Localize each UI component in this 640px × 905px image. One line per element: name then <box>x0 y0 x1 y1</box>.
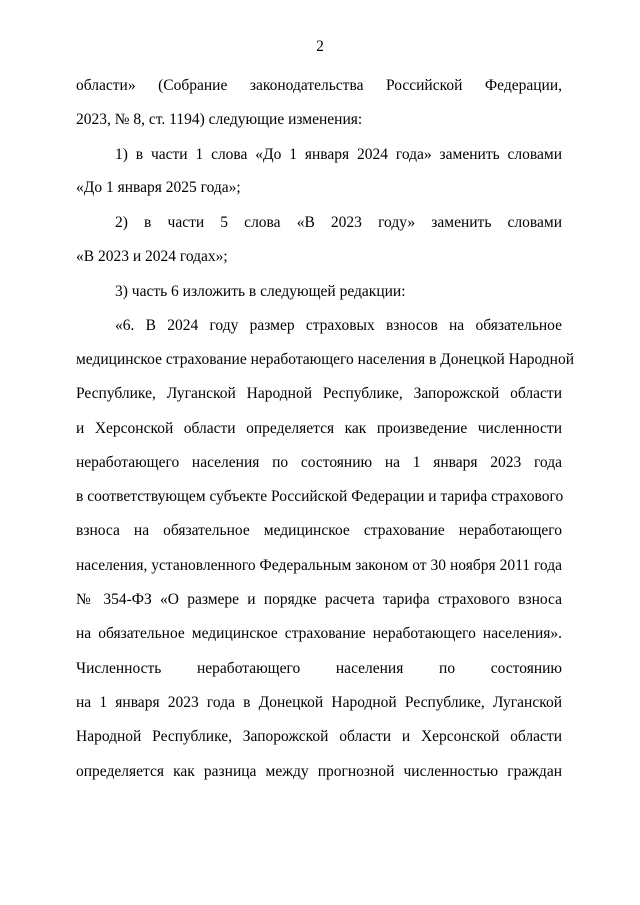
text-line: Численность неработающего населения по состоянию <box>76 660 562 677</box>
text-line: Республике, Луганской Народной Республике, Запорожской области <box>76 385 562 402</box>
text-line: 1) в части 1 слова «До 1 января 2024 года» заменить словами <box>115 146 562 163</box>
text-line: определяется как разница между прогнозной численностью граждан <box>76 763 562 780</box>
text-line: «6. В 2024 году размер страховых взносов на обязательное <box>115 317 562 334</box>
text-line: области» (Собрание законодательства Российской Федерации, <box>76 77 562 94</box>
text-line: неработающего населения по состоянию на 1 января 2023 года <box>76 454 562 471</box>
text-line: медицинское страхование неработающего населения в Донецкой Народной <box>76 351 574 368</box>
text-line: 2) в части 5 слова «В 2023 году» заменить словами <box>115 214 562 231</box>
page-number: 2 <box>316 38 324 55</box>
text-line: 3) часть 6 изложить в следующей редакции: <box>115 283 406 300</box>
text-line: населения, установленного Федеральным законом от 30 ноября 2011 года <box>76 557 562 574</box>
text-line: и Херсонской области определяется как произведение численности <box>76 420 562 437</box>
text-line: на обязательное медицинское страхование неработающего населения». <box>76 625 562 642</box>
text-line: «В 2023 и 2024 годах»; <box>76 248 228 265</box>
text-line: «До 1 января 2025 года»; <box>76 179 241 196</box>
text-line: взноса на обязательное медицинское страхование неработающего <box>76 522 562 539</box>
text-line: 2023, № 8, ст. 1194) следующие изменения: <box>76 111 363 128</box>
text-line: на 1 января 2023 года в Донецкой Народной Республике, Луганской <box>76 694 562 711</box>
text-line: в соответствующем субъекте Российской Федерации и тарифа страхового <box>76 488 564 505</box>
text-line: Народной Республике, Запорожской области и Херсонской области <box>76 728 562 745</box>
text-line: № 354-ФЗ «О размере и порядке расчета тарифа страхового взноса <box>76 591 562 608</box>
